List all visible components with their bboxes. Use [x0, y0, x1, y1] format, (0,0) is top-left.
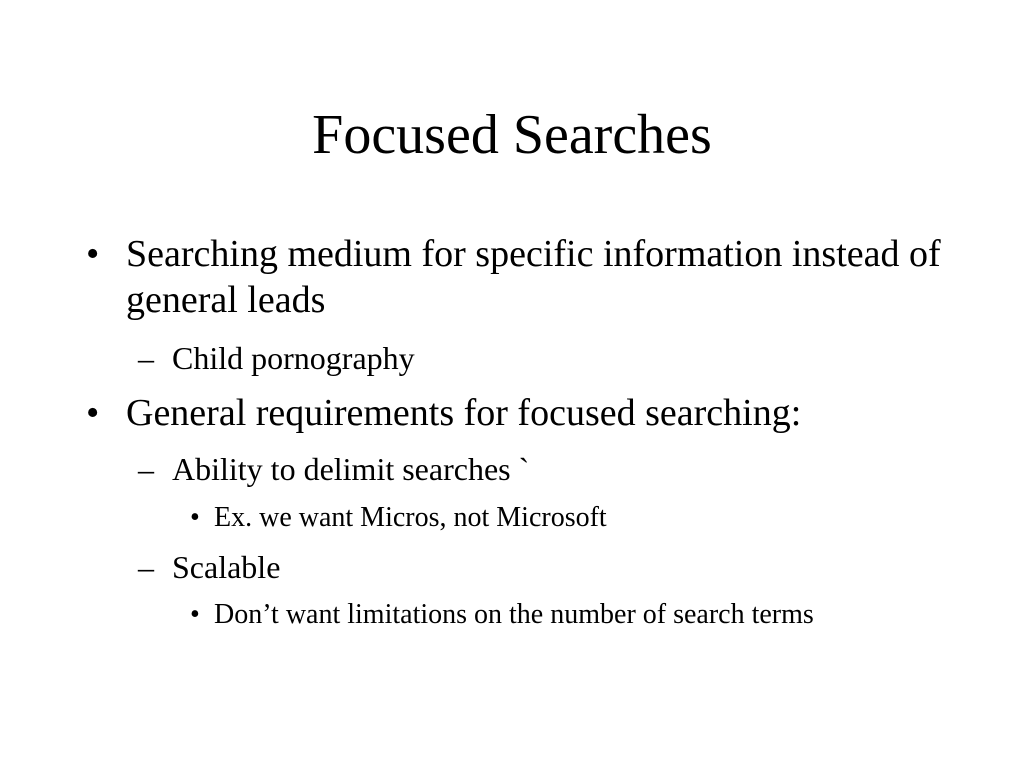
bullet-marker: •	[86, 392, 100, 434]
sub-bullet-marker: –	[138, 549, 154, 585]
bullet-item	[86, 390, 986, 436]
sub-sub-bullet-marker: •	[190, 502, 200, 533]
slide-title: Focused Searches	[312, 104, 712, 166]
sub-sub-bullet-item	[190, 501, 890, 535]
sub-sub-bullet-item	[190, 598, 890, 632]
bullet-text: Searching medium for specific information instead of general leads	[126, 233, 941, 321]
bullet-item	[86, 231, 946, 323]
sub-bullet-marker: –	[138, 340, 154, 376]
sub-bullet-text: Child pornography	[172, 340, 415, 376]
sub-bullet-item	[138, 338, 898, 378]
sub-bullet-text: Ability to delimit searches `	[172, 451, 530, 487]
sub-sub-bullet-text: Don’t want limitations on the number of search terms	[214, 599, 814, 630]
bullet-text: General requirements for focused searching:	[126, 392, 802, 434]
sub-sub-bullet-marker: •	[190, 599, 200, 630]
sub-bullet-item	[138, 449, 898, 489]
sub-sub-bullet-text: Ex. we want Micros, not Microsoft	[214, 502, 607, 533]
sub-bullet-item	[138, 547, 898, 587]
bullet-marker: •	[86, 233, 100, 275]
sub-bullet-marker: –	[138, 451, 154, 487]
sub-bullet-text: Scalable	[172, 549, 281, 585]
